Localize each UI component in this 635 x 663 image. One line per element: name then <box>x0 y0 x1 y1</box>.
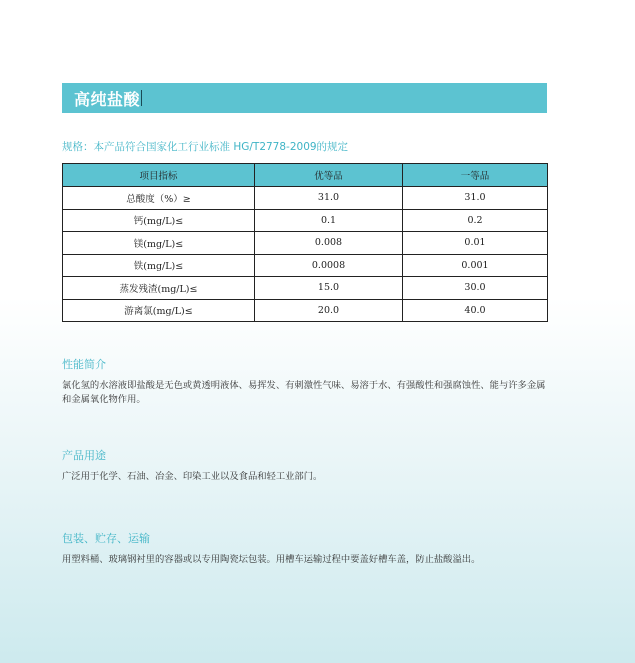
table-cell: 0.008 <box>255 232 403 255</box>
table-cell: 15.0 <box>255 277 403 300</box>
title-banner <box>62 83 547 113</box>
table-cell: 30.0 <box>403 277 548 300</box>
table-cell: 0.01 <box>403 232 548 255</box>
page-title: 高纯盐酸 <box>74 89 141 109</box>
table-row <box>63 299 548 322</box>
table-cell: 钙(mg/L)≤ <box>63 209 255 232</box>
table-cell: 0.2 <box>403 209 548 232</box>
table-cell: 游离氯(mg/L)≤ <box>63 299 255 322</box>
table-cell: 0.001 <box>403 254 548 277</box>
text-cursor <box>141 90 142 106</box>
section-body-performance: 氯化氢的水溶液即盐酸是无色或黄透明液体、易挥发、有刺激性气味、易溶于水、有强酸性和强腐蚀性、能与许多金属和金属氧化物作用。 <box>62 380 546 405</box>
table-cell: 铁(mg/L)≤ <box>63 254 255 277</box>
spec-line: 规格：本产品符合国家化工行业标准 HG/T2778-2009的规定 <box>62 141 349 153</box>
spec-table <box>62 163 548 322</box>
table-cell: 0.0008 <box>255 254 403 277</box>
table-row <box>63 277 548 300</box>
section-body-packaging: 用塑料桶、玻璃钢衬里的容器或以专用陶瓷坛包装。用槽车运输过程中要盖好槽车盖，防止盐酸溢出。 <box>62 554 481 565</box>
section-heading-performance: 性能简介 <box>62 358 106 371</box>
table-row <box>63 254 548 277</box>
table-cell: 0.1 <box>255 209 403 232</box>
column-header-first-grade: 一等品 <box>403 164 548 187</box>
table-cell: 40.0 <box>403 299 548 322</box>
table-cell: 20.0 <box>255 299 403 322</box>
section-heading-packaging: 包装、贮存、运输 <box>62 532 150 545</box>
table-row <box>63 187 548 210</box>
table-cell: 31.0 <box>403 187 548 210</box>
section-heading-uses: 产品用途 <box>62 449 106 462</box>
table-row <box>63 232 548 255</box>
column-header-premium: 优等品 <box>255 164 403 187</box>
column-header-item: 项目指标 <box>63 164 255 187</box>
table-cell: 蒸发残渣(mg/L)≤ <box>63 277 255 300</box>
table-header-row <box>63 164 548 187</box>
table-cell: 31.0 <box>255 187 403 210</box>
table-row <box>63 209 548 232</box>
table-cell: 镁(mg/L)≤ <box>63 232 255 255</box>
section-body-uses: 广泛用于化学、石油、冶金、印染工业以及食品和轻工业部门。 <box>62 471 323 482</box>
table-cell: 总酸度（%）≥ <box>63 187 255 210</box>
